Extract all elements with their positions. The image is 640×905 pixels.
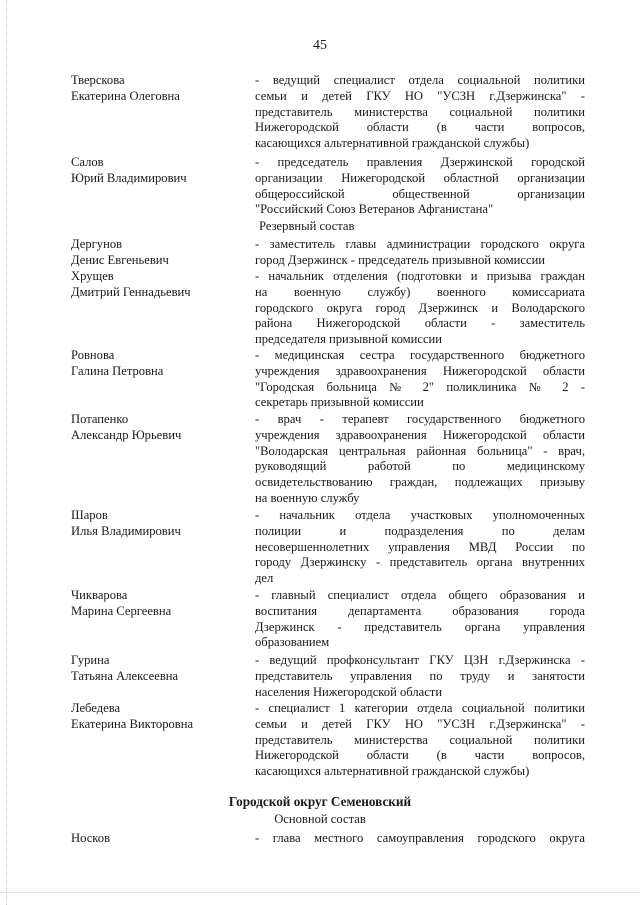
person-position: - начальник отделения (подготовки и призыва граждан на военную службу) военного комиссариата городского округа город Дзержинск и Володарского района Нижегородской области - заместитель председателя призывной комиссии [255, 269, 585, 347]
person-name: Шаров Илья Владимирович [71, 508, 181, 538]
person-position: - врач - терапевт государственного бюджетного учреждения здравоохранения Нижегородской области "Володарская центральная районная больница" - врач, руководящий работой по медицинскому освидетельствованию граждан, подлежащих призыву на военную службу [255, 412, 585, 505]
person-name: Чикварова Марина Сергеевна [71, 588, 172, 618]
person-name: Ровнова Галина Петровна [71, 348, 164, 378]
person-name: Лебедева Екатерина Викторовна [71, 701, 194, 731]
person-position: - главный специалист отдела общего образования и воспитания департамента образования города Дзержинск - представитель органа управления образованием [255, 588, 585, 650]
person-name: Дергунов Денис Евгеньевич [71, 237, 169, 267]
person-name: Салов Юрий Владимирович [71, 155, 187, 185]
person-name: Тверскова Екатерина Олеговна [71, 73, 180, 103]
page-bottom-rule [0, 892, 640, 893]
main-composition-heading: Основной состав [274, 812, 366, 826]
person-position: - глава местного самоуправления городского округа [255, 831, 585, 845]
person-position: - заместитель главы администрации городского округа город Дзержинск - председатель призывной комиссии [255, 237, 585, 267]
person-position: - ведущий профконсультант ГКУ ЦЗН г.Дзержинска - представитель управления по труду и занятости населения Нижегородской области [255, 653, 585, 699]
reserve-heading: Резервный состав [259, 219, 355, 233]
page-number: 45 [313, 38, 327, 53]
person-position: - председатель правления Дзержинской городской организации Нижегородской областной организации общероссийской общественной организации "Российский Союз Ветеранов Афганистана" [255, 155, 585, 217]
page-margin-rule [6, 0, 9, 905]
person-position: - специалист 1 категории отдела социальной политики семьи и детей ГКУ НО "УСЗН г.Дзержинска" - представитель министерства социальной политики Нижегородской области (в части вопросов, касающихся альтернативной гражданской службы) [255, 701, 585, 779]
person-position: - медицинская сестра государственного бюджетного учреждения здравоохранения Нижегородской области "Городская больница № 2" поликлиника № 2 - секретарь призывной комиссии [255, 348, 585, 410]
person-name: Хрущев Дмитрий Геннадьевич [71, 269, 191, 299]
person-name: Носков [71, 831, 111, 845]
person-position: - ведущий специалист отдела социальной политики семьи и детей ГКУ НО "УСЗН г.Дзержинска" - представитель министерства социальной политики Нижегородской области (в части вопросов, касающихся альтернативной гражданской службы) [255, 73, 585, 151]
person-position: - начальник отдела участковых уполномоченных полиции и подразделения по делам несовершеннолетних управления МВД России по городу Дзержинску - представитель органа внутренних дел [255, 508, 585, 586]
person-name: Потапенко Александр Юрьевич [71, 412, 182, 442]
district-heading: Городской округ Семеновский [228, 794, 412, 809]
person-name: Гурина Татьяна Алексеевна [71, 653, 179, 683]
